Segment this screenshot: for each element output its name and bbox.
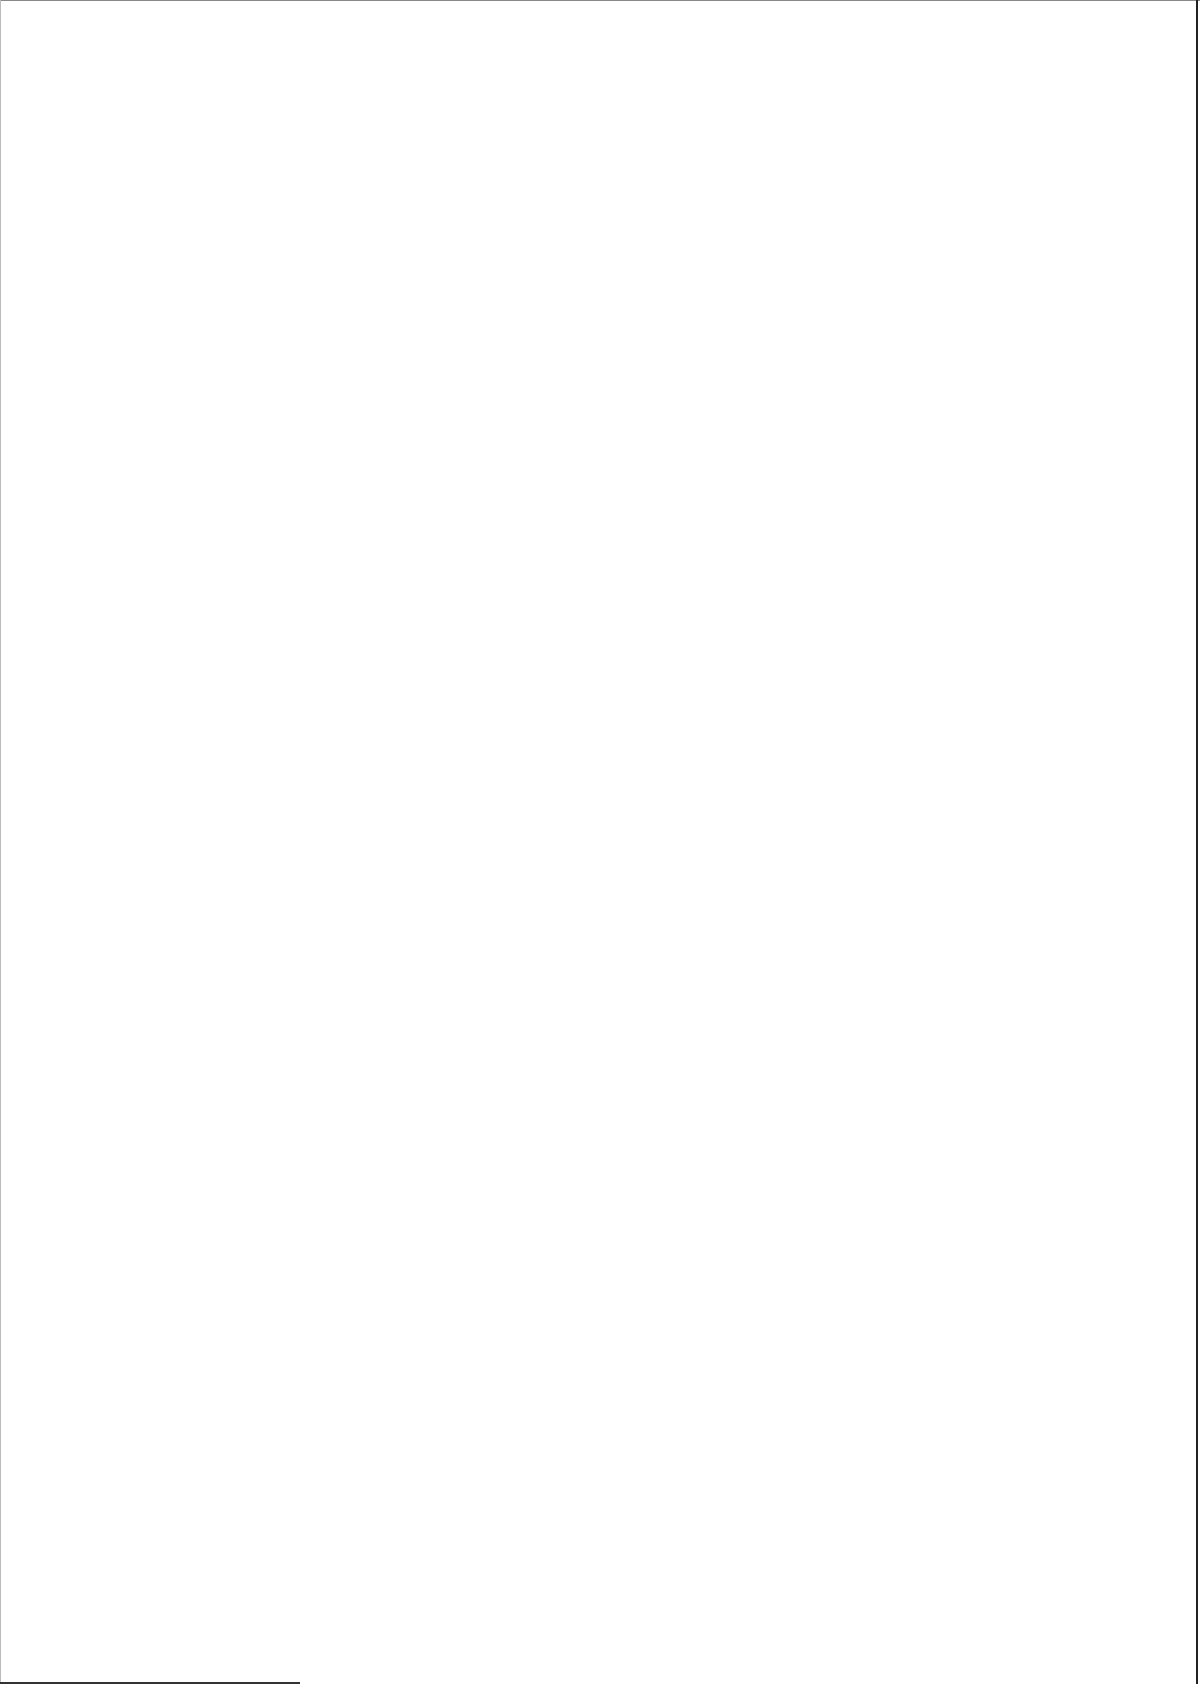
scan-edge-right: [1196, 0, 1198, 1684]
scan-edge-top: [0, 0, 1200, 1]
scan-edge-left: [0, 0, 1, 1684]
